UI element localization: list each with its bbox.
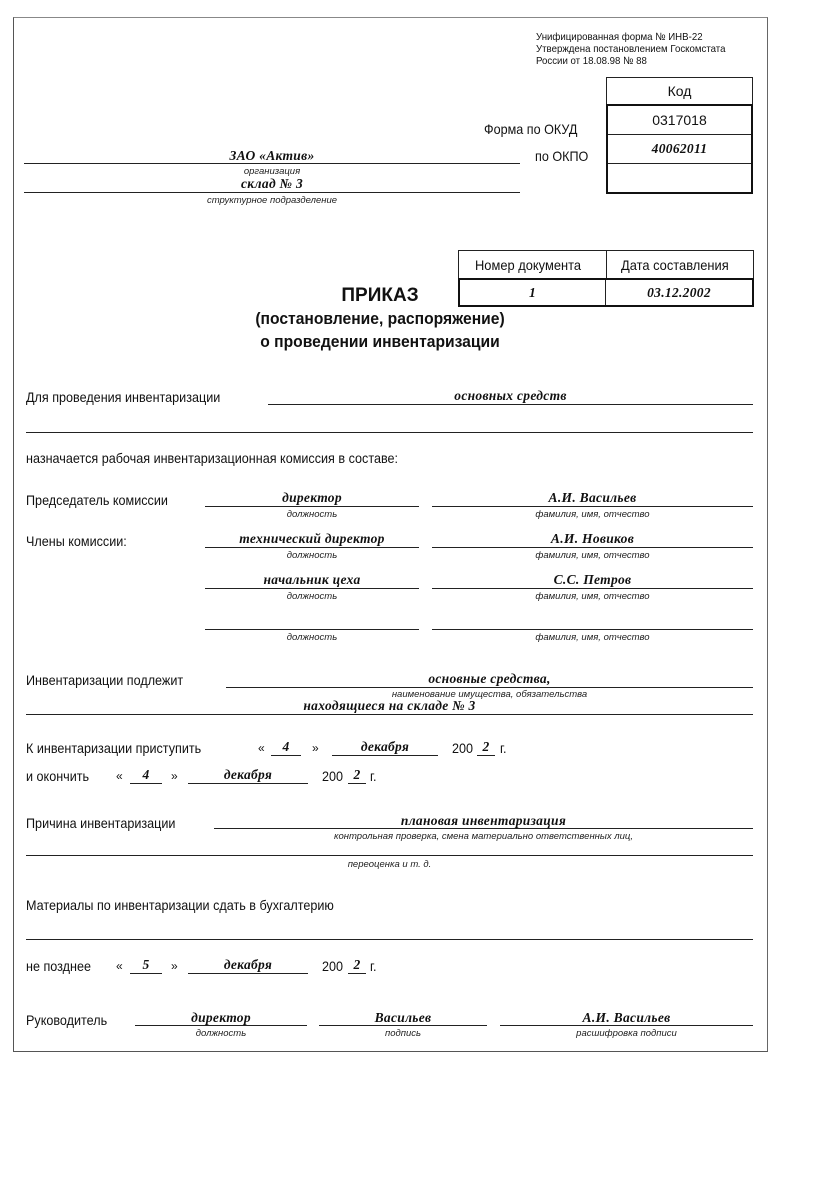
subject-line-1 [226,687,753,688]
end-label: и окончить [26,768,90,784]
chair-position[interactable]: директор [282,490,342,505]
start-month[interactable]: декабря [332,739,438,756]
okud-code-value: 0317018 [652,112,707,128]
members-label: Члены комиссии: [26,533,127,549]
okud-code-cell[interactable] [608,106,751,135]
deadline-quote-open: « [116,959,123,973]
doc-date-cell[interactable]: 03.12.2002 [647,284,711,300]
member-2-position-line [205,588,419,589]
end-year-prefix: 200 [322,768,344,784]
codes-table [606,77,753,194]
deadline-label: не позднее [26,958,91,974]
head-name[interactable]: А.И. Васильев [582,1010,671,1025]
subject-hint: наименование имущества, обязательства [391,689,588,700]
head-name-hint: расшифровка подписи [576,1028,677,1039]
start-year-digit[interactable]: 2 [477,739,495,756]
member-1-position-hint: должность [286,550,338,561]
head-label: Руководитель [26,1012,108,1028]
commission-intro: назначается рабочая инвентаризационная комиссия в составе: [26,450,399,466]
document-subtitle: (постановление, распоряжение) [255,309,505,328]
start-quote-close: » [312,741,319,755]
okud-label: Форма по ОКУД [484,121,578,137]
okpo-label: по ОКПО [535,148,589,164]
head-position[interactable]: директор [191,1010,251,1025]
organization-name[interactable]: ЗАО «Актив» [229,148,315,163]
member-1-name[interactable]: А.И. Новиков [550,531,635,546]
head-name-line [500,1025,753,1026]
purpose-value[interactable]: основных средств [454,388,567,403]
member-3-position-hint: должность [286,632,338,643]
start-date-row [26,740,766,760]
end-year-suffix: г. [370,768,377,784]
reason-hint-1: контрольная проверка, смена материально ответственных лиц, [333,831,633,842]
doc-number-header: Номер документа [459,251,607,278]
document-title: ПРИКАЗ [341,285,419,306]
purpose-label: Для проведения инвентаризации [26,389,221,405]
deadline-month[interactable]: декабря [188,957,308,974]
subject-label: Инвентаризации подлежит [26,672,184,688]
subject-value-2[interactable]: находящиеся на складе № 3 [303,698,476,713]
purpose-line-2 [26,432,753,433]
form-number-text: Унифицированная форма № ИНВ-22 [536,31,703,43]
approval-text: Утверждена постановлением Госкомстата [536,43,726,55]
deadline-year-suffix: г. [370,958,377,974]
member-1-name-line [432,547,753,548]
start-label: К инвентаризации приступить [26,740,202,756]
purpose-line [268,404,753,405]
chair-name-hint: фамилия, имя, отчество [535,509,650,520]
materials-label: Материалы по инвентаризации сдать в бухгалтерию [26,897,334,913]
okpo-code-cell[interactable] [608,135,751,164]
doc-date-header: Дата составления [621,256,730,273]
subject-line-2 [26,714,753,715]
deadline-quote-close: » [171,959,178,973]
deadline-day[interactable]: 5 [130,957,162,974]
head-signature-hint: подпись [384,1028,422,1039]
form-approval-note [536,31,726,67]
organization-line [24,163,520,164]
reason-value[interactable]: плановая инвентаризация [400,813,567,828]
end-month[interactable]: декабря [188,767,308,784]
head-position-line [135,1025,307,1026]
member-3-name-line [432,629,753,630]
codes-header: Код [606,77,753,104]
member-3-name[interactable] [432,612,753,628]
deadline-year-digit[interactable]: 2 [348,957,366,974]
start-year-suffix: г. [500,740,507,756]
member-3-name-hint: фамилия, имя, отчество [535,632,650,643]
chair-position-line [205,506,419,507]
head-signature-line [319,1025,487,1026]
head-position-hint: должность [195,1028,247,1039]
reason-line-2 [26,855,753,856]
end-day[interactable]: 4 [130,767,162,784]
organization-hint: организация [243,166,301,177]
document-table-header [458,250,754,278]
approval-date-text: России от 18.08.98 № 88 [536,55,647,67]
end-quote-open: « [116,769,123,783]
deadline-row [26,958,766,978]
start-day[interactable]: 4 [271,739,301,756]
reason-label: Причина инвентаризации [26,815,176,831]
member-1-position-line [205,547,419,548]
reason-hint-2: переоценка и т. д. [347,859,432,870]
start-year-prefix: 200 [452,740,474,756]
member-2-name-hint: фамилия, имя, отчество [535,591,650,602]
chair-position-hint: должность [286,509,338,520]
member-3-position-line [205,629,419,630]
division-hint: структурное подразделение [206,195,338,206]
end-date-row [26,768,766,788]
reason-line-1 [214,828,753,829]
division-name[interactable]: склад № 3 [240,176,304,191]
division-line [24,192,520,193]
member-2-name[interactable]: С.С. Петров [553,572,632,587]
end-quote-close: » [171,769,178,783]
subject-value-1[interactable]: основные средства, [428,671,551,686]
start-quote-open: « [258,741,265,755]
deadline-year-prefix: 200 [322,958,344,974]
member-2-position[interactable]: начальник цеха [263,572,361,587]
extra-code-cell[interactable] [608,164,751,192]
doc-number-cell[interactable]: 1 [460,280,606,305]
chair-name[interactable]: А.И. Васильев [548,490,637,505]
end-year-digit[interactable]: 2 [348,767,366,784]
chair-label: Председатель комиссии [26,492,168,508]
document-subject: о проведении инвентаризации [260,332,500,351]
member-2-position-hint: должность [286,591,338,602]
member-3-position[interactable] [205,612,419,628]
codes-values [606,104,753,194]
head-signature[interactable]: Васильев [374,1010,432,1025]
materials-line [26,939,753,940]
member-2-name-line [432,588,753,589]
okpo-code-value: 40062011 [651,141,708,156]
member-1-name-hint: фамилия, имя, отчество [535,550,650,561]
member-1-position[interactable]: технический директор [239,531,385,546]
chair-name-line [432,506,753,507]
